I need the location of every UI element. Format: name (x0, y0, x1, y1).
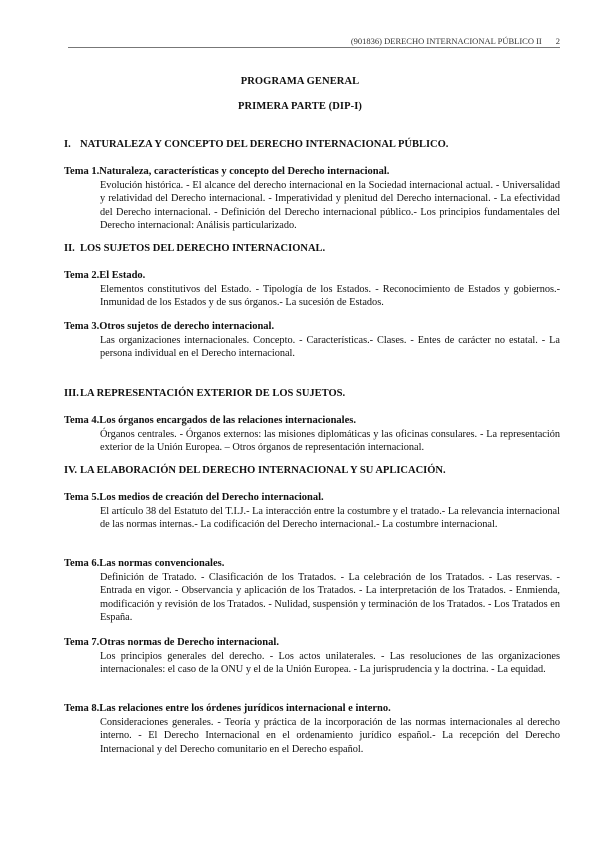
tema-body: Los principios generales del derecho. - Los actos unilaterales. - Las resoluciones de las organizaciones internacionales: el caso de la ONU y el de la Unión Europea. - La jurisprudencia y la doctrina. - La equidad. (100, 650, 560, 676)
header-rule (68, 47, 560, 48)
section-numeral: IV. (64, 465, 77, 476)
tema-heading (64, 491, 560, 505)
section-title: NATURALEZA Y CONCEPTO DEL DERECHO INTERNACIONAL PÚBLICO. (80, 139, 449, 150)
section-title: LA REPRESENTACIÓN EXTERIOR DE LOS SUJETOS. (80, 388, 346, 399)
tema-label: Tema 7. (64, 637, 100, 648)
tema-body: Elementos constitutivos del Estado. - Tipología de los Estados. - Reconocimiento de Estados y gobiernos.- Inmunidad de los Estados y de sus órganos.- La sucesión de Estados. (100, 283, 560, 309)
tema-label: Tema 6. (64, 558, 100, 569)
main-title: PROGRAMA GENERAL (240, 76, 360, 87)
section-title: LOS SUJETOS DEL DERECHO INTERNACIONAL. (80, 243, 326, 254)
tema-5 (64, 491, 560, 532)
tema-heading (64, 165, 560, 179)
section-heading-1 (64, 139, 448, 150)
tema-heading (64, 702, 560, 716)
section-heading-3 (64, 388, 345, 399)
tema-4 (64, 414, 560, 455)
section-heading-2 (64, 243, 325, 254)
tema-heading (64, 557, 560, 571)
tema-title: Otros sujetos de derecho internacional. (99, 321, 275, 332)
tema-title: Las normas convencionales. (99, 558, 225, 569)
tema-label: Tema 2. (64, 270, 100, 281)
tema-2 (64, 269, 560, 310)
tema-body: Definición de Tratado. - Clasificación de los Tratados. - La celebración de los Tratados. - Las reservas. - Entrada en vigor. - Observancia y aplicación de los Tratados. - La interpretación de los Tratados. - Enmienda, modificación y revisión de los Tratados. - Nulidad, suspensión y terminación de los Tratados. - Los Tratados en España. (100, 571, 560, 624)
tema-8 (64, 702, 560, 756)
tema-6 (64, 557, 560, 625)
running-title: (901836) DERECHO INTERNACIONAL PÚBLICO II (350, 36, 542, 46)
tema-title: Las relaciones entre los órdenes jurídicos internacional e interno. (99, 703, 391, 714)
tema-heading (64, 320, 560, 334)
tema-label: Tema 4. (64, 415, 100, 426)
tema-heading (64, 414, 560, 428)
tema-title: Los medios de creación del Derecho internacional. (99, 492, 324, 503)
section-heading-4 (64, 465, 446, 476)
tema-title: Otras normas de Derecho internacional. (99, 637, 279, 648)
tema-7 (64, 636, 560, 677)
tema-body: Consideraciones generales. - Teoría y práctica de la incorporación de las normas internacionales al derecho interno. - El Derecho Internacional en el ordenamiento jurídico español.- La recepción del Derecho Internacional y del Derecho comunitario en el Derecho español. (100, 716, 560, 755)
tema-title: Naturaleza, características y concepto del Derecho internacional. (99, 166, 390, 177)
tema-title: Los órganos encargados de las relaciones internacionales. (99, 415, 356, 426)
tema-heading (64, 636, 560, 650)
tema-body: El artículo 38 del Estatuto del T.I.J.- La interacción entre la costumbre y el tratado.- La relevancia internacional de las normas internas.- La codificación del Derecho internacional.- La costumbre internacional. (100, 505, 560, 531)
tema-label: Tema 8. (64, 703, 100, 714)
tema-label: Tema 5. (64, 492, 100, 503)
part-title: PRIMERA PARTE (DIP-I) (237, 101, 363, 112)
section-numeral: III. (64, 388, 79, 399)
tema-body: Las organizaciones internacionales. Concepto. - Características.- Clases. - Entes de carácter no estatal. - La persona individual en el Derecho internacional. (100, 334, 560, 360)
page-number: 2 (555, 36, 560, 46)
tema-1 (64, 165, 560, 233)
tema-heading (64, 269, 560, 283)
tema-3 (64, 320, 560, 361)
tema-body: Órganos centrales. - Órganos externos: las misiones diplomáticas y las oficinas consulares. - La representación exterior de la Unión Europea. – Otros órganos de representación internacional. (100, 428, 560, 454)
tema-label: Tema 1. (64, 166, 100, 177)
tema-label: Tema 3. (64, 321, 100, 332)
tema-title: El Estado. (99, 270, 146, 281)
section-numeral: II. (64, 243, 75, 254)
tema-body: Evolución histórica. - El alcance del derecho internacional en la Sociedad internacional actual. - Universalidad y relatividad del Derecho internacional. - Imperatividad y plenitud del Derecho internacional. - La efectividad del Derecho internacional. - Definición del Derecho internacional público.- Los principios fundamentales del Derecho internacional: Análisis particularizado. (100, 179, 560, 232)
section-title: LA ELABORACIÓN DEL DERECHO INTERNACIONAL Y SU APLICACIÓN. (80, 465, 446, 476)
section-numeral: I. (64, 139, 71, 150)
